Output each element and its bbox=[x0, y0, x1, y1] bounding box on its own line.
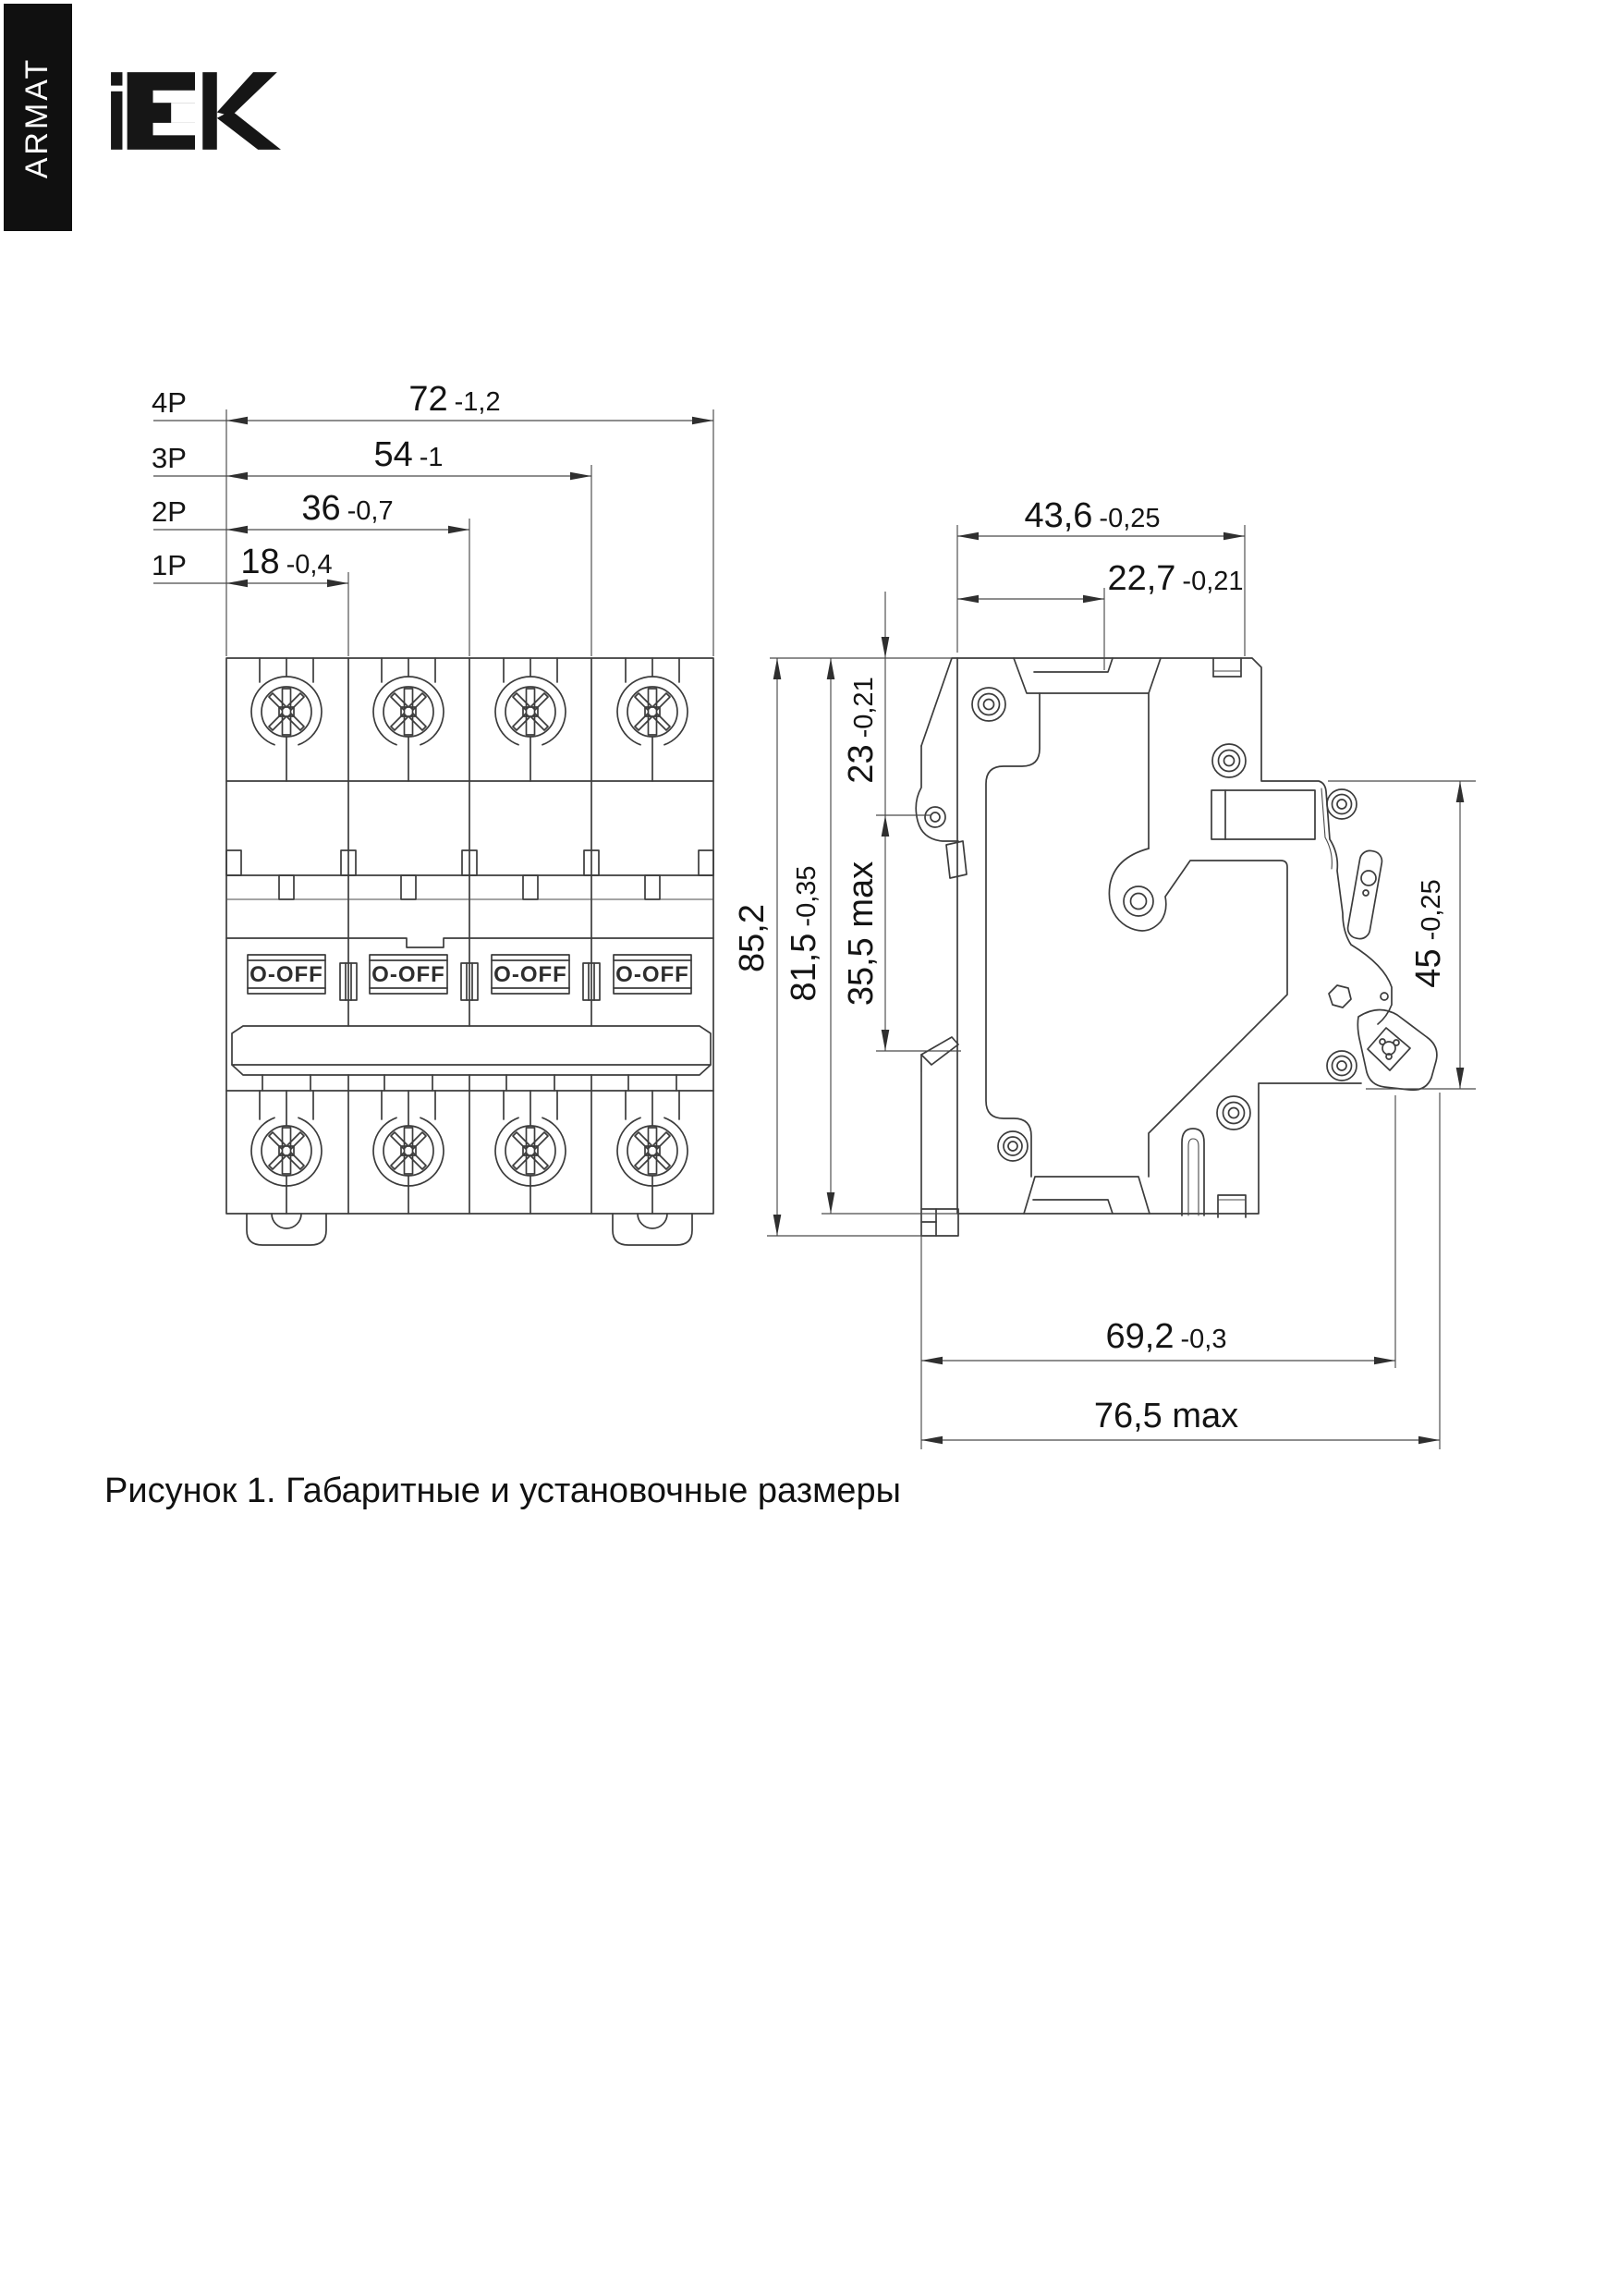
pole-label-4p: 4P bbox=[152, 386, 187, 419]
dim-front-face-height: 45-0,25 bbox=[1409, 879, 1448, 988]
dim-body-height: 81,5-0,35 bbox=[785, 865, 823, 1002]
dim-width-1p: 18 -0,4 bbox=[240, 543, 333, 581]
rivets bbox=[972, 688, 1388, 1161]
din-latch-catch bbox=[1357, 1009, 1437, 1090]
side-view bbox=[733, 496, 1476, 1449]
armat-series-label: ARMAT bbox=[19, 56, 55, 178]
switch-state-label: O-OFF bbox=[615, 962, 689, 987]
switch-state-label: O-OFF bbox=[371, 962, 445, 987]
breaker-side-body bbox=[916, 658, 1392, 1236]
dim-width-3p: 54 -1 bbox=[373, 435, 444, 474]
dim-clip-top-offset: 23-0,21 bbox=[842, 677, 881, 784]
dim-mounting-depth: 69,2 -0,3 bbox=[1105, 1317, 1227, 1356]
dim-width-4p: 72 -1,2 bbox=[408, 380, 501, 419]
figure-caption: Рисунок 1. Габаритные и установочные размеры bbox=[104, 1472, 901, 1510]
dim-width-2p: 36 -0,7 bbox=[301, 489, 394, 528]
pole-label-2p: 2P bbox=[152, 495, 187, 528]
pole-label-3p: 3P bbox=[152, 442, 187, 474]
din-feet bbox=[247, 1214, 692, 1245]
pole-label-1p: 1P bbox=[152, 549, 187, 581]
dim-max-depth: 76,5 max bbox=[1093, 1397, 1239, 1435]
switch-state-label: O-OFF bbox=[250, 962, 323, 987]
dim-overall-width: 43,6 -0,25 bbox=[1024, 496, 1161, 535]
dim-total-height: 85,2 bbox=[733, 904, 772, 972]
dim-clip-zone-height: 35,5 max bbox=[842, 861, 881, 1007]
front-view bbox=[152, 380, 713, 1245]
toggle-handle-bar bbox=[232, 1026, 711, 1091]
dim-recess-width: 22,7 -0,21 bbox=[1107, 559, 1244, 598]
switch-state-label: O-OFF bbox=[493, 962, 567, 987]
toggle-lever-side bbox=[1346, 849, 1383, 941]
